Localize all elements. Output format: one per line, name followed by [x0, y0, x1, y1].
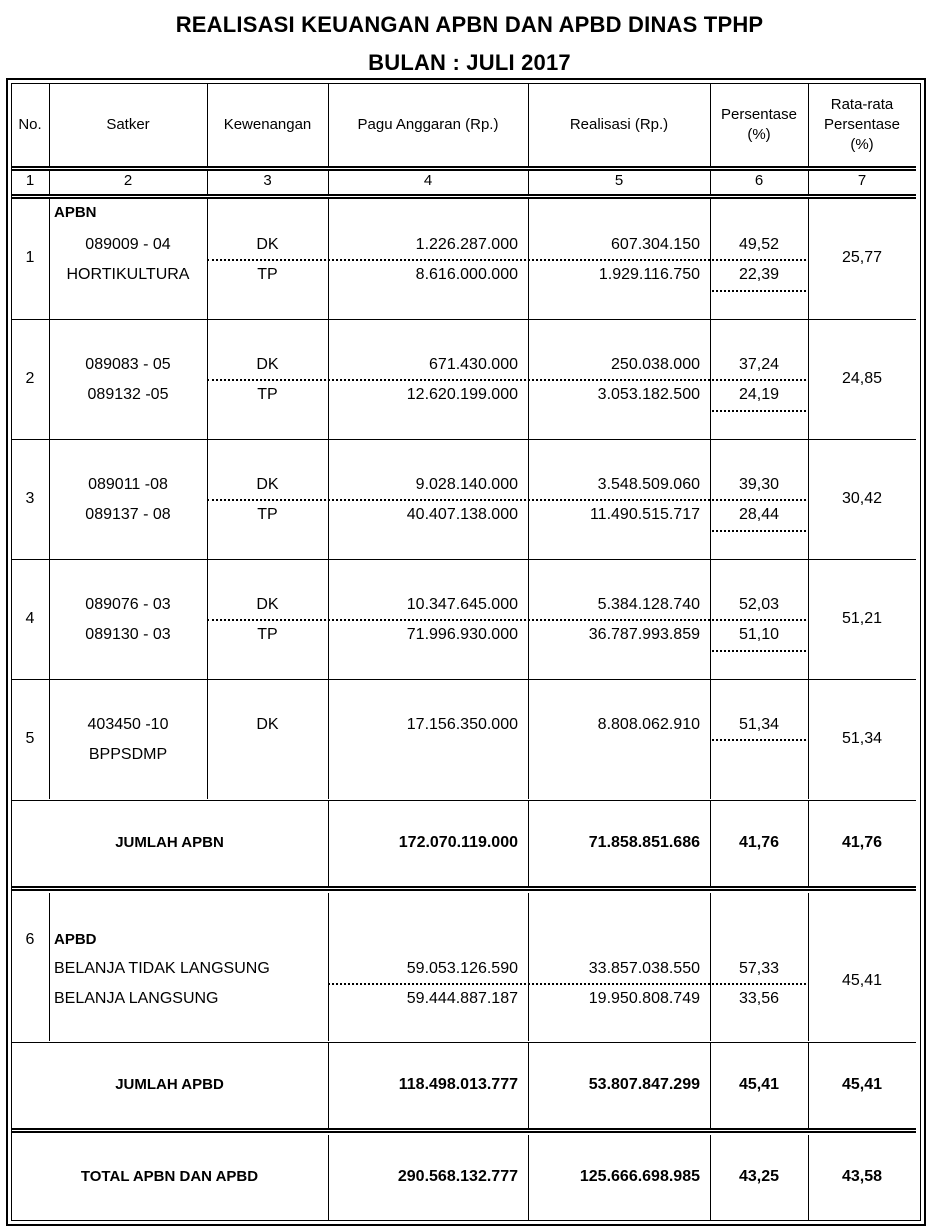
apbn-label: APBN	[54, 204, 97, 221]
realisasi-cell: 5.384.128.740	[597, 596, 700, 613]
pagu-cell: 40.407.138.000	[406, 506, 518, 523]
column-divider	[710, 320, 711, 439]
jumlah-apbn-label: JUMLAH APBN	[115, 833, 224, 851]
column-divider	[528, 171, 529, 194]
persentase-cell: 22,39	[738, 266, 780, 283]
column-divider	[328, 84, 329, 166]
row-divider	[11, 559, 916, 560]
summary-rata-rata: 41,76	[841, 833, 883, 851]
page-title: REALISASI KEUANGAN APBN DAN APBD DINAS TPHP	[175, 12, 764, 37]
satker-cell: HORTIKULTURA	[66, 266, 190, 283]
column-number: 6	[754, 172, 764, 189]
row-number: 4	[25, 609, 35, 627]
summary-persentase: 43,25	[738, 1168, 780, 1185]
rata-rata-cell: 51,21	[841, 609, 883, 627]
header-kewenangan: Kewenangan	[223, 115, 312, 133]
summary-realisasi: 53.807.847.299	[588, 1075, 700, 1093]
column-divider	[808, 893, 809, 1041]
summary-pagu: 172.070.119.000	[398, 833, 518, 851]
column-divider	[808, 84, 809, 166]
row-divider	[11, 1042, 916, 1043]
persentase-cell: 24,19	[738, 386, 780, 403]
persentase-cell: 57,33	[738, 960, 780, 977]
dotted-separator	[712, 499, 806, 501]
rata-rata-cell: 25,77	[841, 249, 883, 266]
realisasi-cell: 8.808.062.910	[597, 716, 700, 733]
satker-cell: 403450 -10	[87, 716, 169, 733]
realisasi-cell: 250.038.000	[611, 356, 700, 373]
kewenangan-cell: DK	[256, 236, 279, 253]
dotted-separator	[712, 739, 806, 741]
jumlah-apbd-label: JUMLAH APBD	[115, 1075, 224, 1093]
kewenangan-cell: DK	[256, 356, 279, 373]
pagu-cell: 71.996.930.000	[406, 626, 518, 643]
kewenangan-cell: TP	[257, 266, 278, 283]
persentase-cell: 51,10	[738, 626, 780, 643]
satker-cell: 089011 -08	[88, 476, 168, 493]
column-divider	[49, 680, 50, 799]
realisasi-cell: 607.304.150	[611, 236, 700, 253]
persentase-cell: 49,52	[738, 236, 780, 253]
column-number: 3	[263, 172, 272, 189]
pagu-cell: 9.028.140.000	[415, 476, 518, 493]
summary-rata-rata: 45,41	[841, 1075, 883, 1093]
pagu-cell: 1.226.287.000	[415, 236, 518, 253]
pagu-cell: 59.444.887.187	[406, 990, 518, 1007]
row-number: 1	[25, 249, 35, 266]
column-divider	[207, 680, 208, 799]
summary-persentase: 41,76	[738, 833, 780, 851]
header-persentase: Persentase (%)	[721, 105, 797, 143]
column-number: 7	[857, 172, 867, 189]
column-number-separator	[11, 194, 916, 199]
column-divider	[49, 560, 50, 679]
persentase-cell: 39,30	[738, 476, 780, 493]
column-number: 5	[614, 172, 624, 189]
dotted-separator	[207, 259, 710, 261]
column-divider	[207, 84, 208, 166]
column-divider	[528, 84, 529, 166]
persentase-cell: 28,44	[738, 506, 780, 523]
row-number: 5	[25, 729, 35, 747]
rata-rata-cell: 30,42	[841, 489, 883, 507]
row-number: 3	[25, 489, 35, 507]
persentase-cell: 51,34	[738, 716, 780, 733]
header-separator	[11, 166, 916, 171]
column-divider	[49, 440, 50, 559]
column-divider	[49, 320, 50, 439]
header-satker: Satker	[106, 115, 150, 133]
summary-realisasi: 71.858.851.686	[588, 833, 700, 851]
rata-rata-cell: 45,41	[841, 972, 883, 989]
realisasi-cell: 19.950.808.749	[588, 990, 700, 1007]
pagu-cell: 59.053.126.590	[406, 960, 518, 977]
satker-cell: 089009 - 04	[85, 236, 171, 253]
dotted-separator	[712, 410, 806, 412]
header-rata-rata: Rata-rata Persentase (%)	[824, 95, 900, 154]
kewenangan-cell: DK	[256, 716, 279, 733]
column-divider	[49, 84, 50, 166]
summary-rata-rata: 43,58	[841, 1168, 883, 1185]
column-number: 1	[25, 172, 35, 189]
dotted-separator	[712, 650, 806, 652]
kewenangan-cell: TP	[257, 386, 278, 403]
row-divider	[11, 319, 916, 320]
pagu-cell: 17.156.350.000	[406, 716, 518, 733]
satker-cell: 089132 -05	[87, 386, 169, 403]
kewenangan-cell: DK	[256, 596, 279, 613]
pagu-cell: 12.620.199.000	[406, 386, 518, 403]
page-subtitle: BULAN : JULI 2017	[368, 50, 571, 75]
dotted-separator	[207, 379, 710, 381]
realisasi-cell: 36.787.993.859	[588, 626, 700, 643]
summary-pagu: 290.568.132.777	[397, 1168, 518, 1185]
kewenangan-cell: TP	[257, 506, 278, 523]
section-separator	[11, 886, 916, 891]
column-divider	[710, 560, 711, 679]
column-divider	[49, 199, 50, 319]
realisasi-cell: 1.929.116.750	[598, 266, 700, 283]
column-divider	[710, 680, 711, 799]
dotted-separator	[712, 619, 806, 621]
persentase-cell: 52,03	[738, 596, 780, 613]
realisasi-cell: 11.490.515.717	[589, 506, 700, 523]
pagu-cell: 671.430.000	[429, 356, 518, 373]
dotted-separator	[712, 259, 806, 261]
persentase-cell: 37,24	[738, 356, 780, 373]
row-number: 2	[25, 369, 35, 387]
dotted-separator	[712, 530, 806, 532]
column-divider	[710, 199, 711, 319]
kewenangan-cell: DK	[256, 476, 279, 493]
column-divider	[808, 171, 809, 194]
column-divider	[207, 171, 208, 194]
rata-rata-cell: 51,34	[841, 729, 883, 747]
apbd-label: APBD	[54, 931, 97, 948]
column-divider	[49, 171, 50, 194]
column-divider	[528, 680, 529, 799]
column-divider	[328, 171, 329, 194]
realisasi-cell: 3.053.182.500	[597, 386, 700, 403]
realisasi-cell: 33.857.038.550	[588, 960, 700, 977]
satker-cell: 089083 - 05	[85, 356, 171, 373]
rata-rata-cell: 24,85	[841, 369, 883, 387]
header-realisasi: Realisasi (Rp.)	[569, 115, 669, 133]
summary-realisasi: 125.666.698.985	[579, 1168, 700, 1185]
header-no: No.	[18, 115, 42, 133]
row-divider	[11, 679, 916, 680]
dotted-separator	[207, 619, 710, 621]
summary-pagu: 118.498.013.777	[398, 1075, 518, 1093]
kewenangan-cell: TP	[257, 626, 278, 643]
dotted-separator	[328, 983, 710, 985]
column-divider	[49, 893, 50, 1041]
dotted-separator	[712, 290, 806, 292]
total-label: TOTAL APBN DAN APBD	[80, 1168, 259, 1185]
pagu-cell: 8.616.000.000	[415, 266, 518, 283]
column-number: 4	[423, 172, 433, 189]
section-separator	[11, 1128, 916, 1133]
pagu-cell: 10.347.645.000	[406, 596, 518, 613]
dotted-separator	[207, 499, 710, 501]
row-divider	[11, 800, 916, 801]
row-divider	[11, 439, 916, 440]
row-number: 6	[25, 931, 35, 948]
satker-cell: BPPSDMP	[88, 746, 168, 763]
satker-cell: 089137 - 08	[85, 506, 171, 523]
dotted-separator	[712, 379, 806, 381]
satker-cell: BELANJA TIDAK LANGSUNG	[54, 960, 270, 977]
persentase-cell: 33,56	[738, 990, 780, 1007]
satker-cell: 089076 - 03	[85, 596, 171, 613]
column-number: 2	[123, 172, 133, 189]
header-pagu: Pagu Anggaran (Rp.)	[357, 115, 499, 133]
dotted-separator	[712, 983, 806, 985]
satker-cell: 089130 - 03	[85, 626, 171, 643]
column-divider	[710, 171, 711, 194]
realisasi-cell: 3.548.509.060	[597, 476, 700, 493]
column-divider	[710, 440, 711, 559]
summary-persentase: 45,41	[738, 1075, 780, 1093]
column-divider	[328, 680, 329, 799]
column-divider	[710, 84, 711, 166]
satker-cell: BELANJA LANGSUNG	[54, 990, 219, 1007]
